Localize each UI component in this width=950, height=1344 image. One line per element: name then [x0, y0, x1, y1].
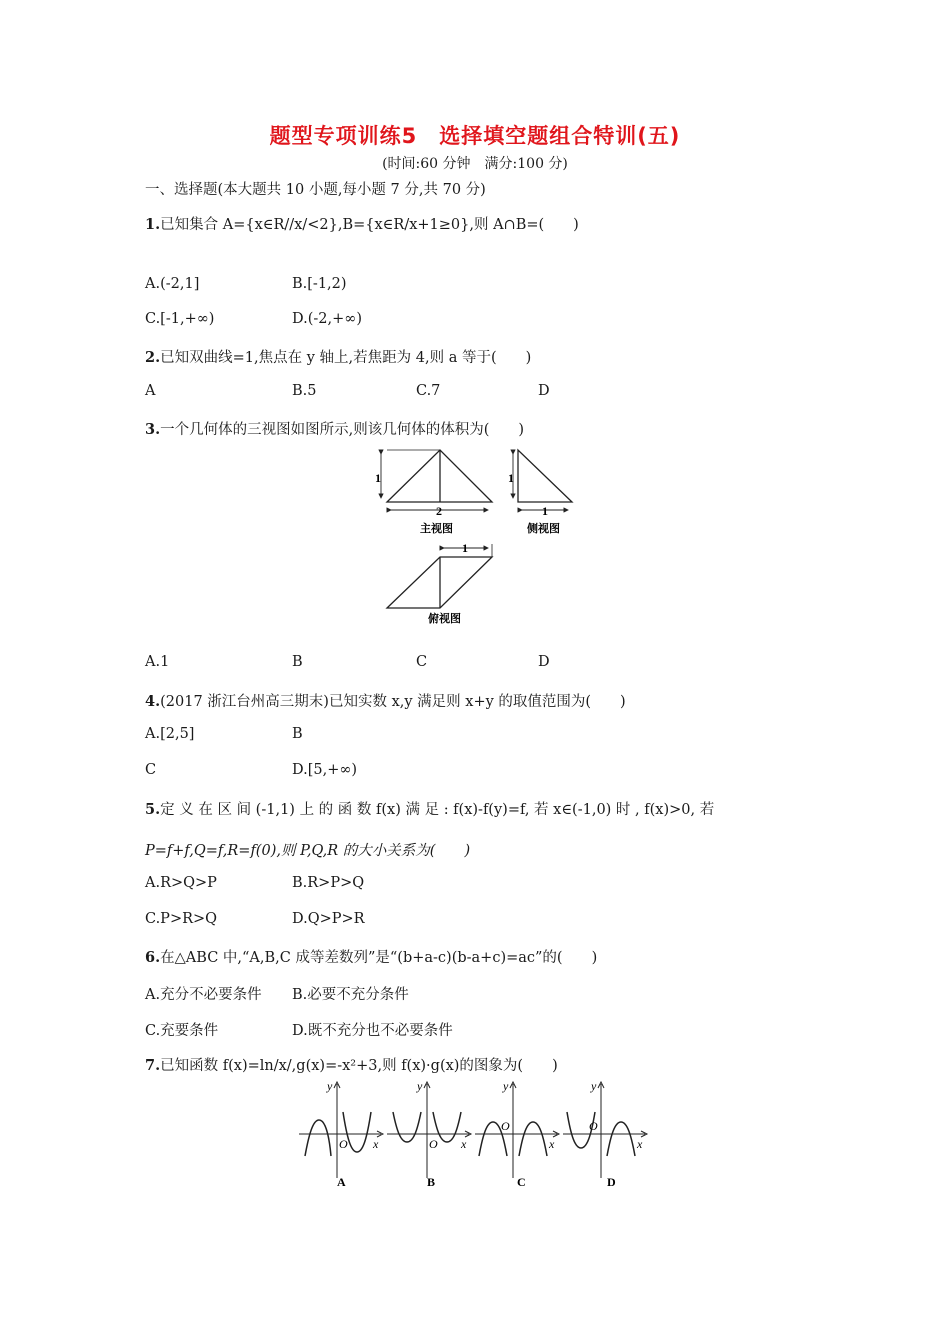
q5-option-d: D.Q>P>R: [292, 911, 365, 927]
front-width-label: 2: [436, 504, 442, 518]
three-view-figure: [370, 440, 590, 630]
axis-x-label: x: [461, 1137, 467, 1151]
question-6: [145, 946, 597, 967]
top-width-label: 1: [462, 541, 468, 555]
axis-x-label: x: [373, 1137, 379, 1151]
graph-c: [475, 1079, 559, 1189]
question-3: [145, 418, 524, 439]
q6-option-b: B.必要不充分条件: [292, 987, 409, 1003]
q1-option-b: B.[-1,2): [292, 276, 347, 292]
q4-option-c: C: [145, 762, 157, 778]
front-view: [381, 450, 492, 510]
top-view: [387, 544, 492, 608]
side-view-label: 侧视图: [527, 522, 560, 535]
origin-label: O: [501, 1119, 510, 1133]
question-text: 已知函数 f(x)=ln/x/,g(x)=-x²+3,则 f(x)·g(x)的图象为( ): [160, 1058, 558, 1074]
q2-option-d: D: [538, 383, 550, 399]
side-height-label: 1: [508, 471, 514, 485]
front-view-label: 主视图: [420, 522, 453, 535]
q6-option-c: C.充要条件: [145, 1023, 219, 1039]
question-number: 6.: [145, 949, 161, 966]
question-7: [145, 1054, 558, 1075]
graph-d: [563, 1079, 647, 1189]
axis-x-label: x: [637, 1137, 643, 1151]
front-height-label: 1: [375, 471, 381, 485]
q2-option-c: C.7: [416, 383, 441, 399]
section-heading: 一、选择题(本大题共 10 小题,每小题 7 分,共 70 分): [145, 182, 486, 198]
graph-label-a: A: [337, 1175, 346, 1189]
graph-a: [299, 1079, 383, 1189]
question-2: [145, 346, 531, 367]
q4-option-d: D.[5,+∞): [292, 762, 358, 778]
q2-option-b: B.5: [292, 383, 317, 399]
q5-option-c: C.P>R>Q: [145, 911, 218, 927]
q1-option-c: C.[-1,+∞): [145, 311, 215, 327]
exam-info: (时间:60 分钟 满分:100 分): [382, 156, 568, 172]
side-view: [513, 450, 572, 510]
side-width-label: 1: [542, 504, 548, 518]
question-text-line1: 定 义 在 区 间 (-1,1) 上 的 函 数 f(x) 满 足 : f(x)-f(y)=f, 若 x∈(-1,0) 时 , f(x)>0, 若: [160, 802, 715, 818]
question-1: [145, 213, 579, 234]
question-number: 5.: [145, 801, 161, 818]
q2-option-a: A: [145, 383, 156, 399]
question-text: 已知双曲线=1,焦点在 y 轴上,若焦距为 4,则 a 等于( ): [160, 350, 532, 366]
question-number: 7.: [145, 1057, 161, 1074]
axis-y-label: y: [503, 1079, 509, 1093]
origin-label: O: [589, 1119, 598, 1133]
question-text-line2: P=f+f,Q=f,R=f(0),则 P,Q,R 的大小关系为( ): [145, 843, 471, 859]
question-number: 1.: [145, 216, 161, 233]
origin-label: O: [429, 1137, 438, 1151]
question-4: [145, 690, 626, 711]
question-text: 一个几何体的三视图如图所示,则该几何体的体积为( ): [160, 422, 525, 438]
q3-option-a: A.1: [145, 654, 170, 670]
axis-x-label: x: [549, 1137, 555, 1151]
question-text: (2017 浙江台州高三期末)已知实数 x,y 满足则 x+y 的取值范围为( ): [160, 694, 626, 710]
graph-label-c: C: [517, 1175, 526, 1189]
q5-option-b: B.R>P>Q: [292, 875, 365, 891]
question-number: 3.: [145, 421, 161, 438]
graph-label-d: D: [607, 1175, 616, 1189]
graph-options-figure: [295, 1078, 660, 1190]
q4-option-a: A.[2,5]: [145, 726, 195, 742]
axis-y-label: y: [417, 1079, 423, 1093]
page-title: 题型专项训练5 选择填空题组合特训(五): [269, 124, 681, 148]
q3-option-c: C: [416, 654, 428, 670]
origin-label: O: [339, 1137, 348, 1151]
q3-option-d: D: [538, 654, 550, 670]
q1-option-d: D.(-2,+∞): [292, 311, 362, 327]
question-number: 4.: [145, 693, 161, 710]
top-view-label: 俯视图: [428, 612, 461, 625]
graph-label-b: B: [427, 1175, 436, 1189]
q5-option-a: A.R>Q>P: [145, 875, 217, 891]
q3-option-b: B: [292, 654, 303, 670]
axis-y-label: y: [591, 1079, 597, 1093]
axis-y-label: y: [327, 1079, 333, 1093]
q6-option-a: A.充分不必要条件: [145, 987, 262, 1003]
graph-b: [387, 1079, 471, 1189]
q4-option-b: B: [292, 726, 303, 742]
question-text: 在△ABC 中,“A,B,C 成等差数列”是“(b+a-c)(b-a+c)=ac”的( ): [160, 950, 598, 966]
question-5: [145, 798, 714, 819]
q6-option-d: D.既不充分也不必要条件: [292, 1023, 453, 1039]
q1-option-a: A.(-2,1]: [145, 276, 200, 292]
question-number: 2.: [145, 349, 161, 366]
question-text: 已知集合 A={x∈R//x/<2},B={x∈R/x+1≥0},则 A∩B=( ): [160, 217, 579, 233]
